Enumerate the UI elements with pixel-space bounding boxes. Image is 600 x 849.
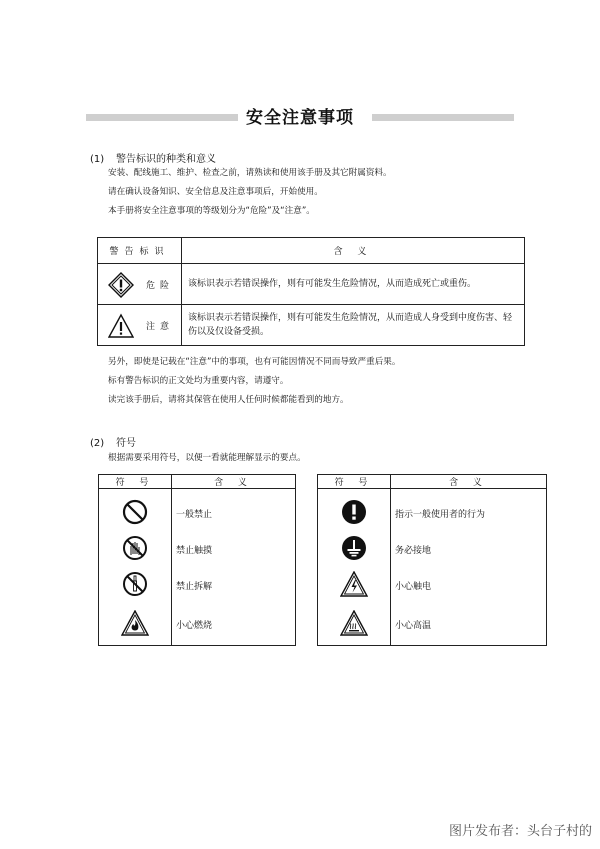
page-title: 安全注意事项: [246, 108, 354, 128]
section2-intro: 根据需要采用符号，以便一看就能理解显示的要点。: [108, 453, 306, 463]
danger-description: 该标识表示若错误操作，则有可能发生危险情况，从而造成死亡或重伤。: [182, 264, 525, 305]
symbol-meaning: 小心高温: [391, 603, 547, 646]
section1-note-1: 另外，即使是记载在“注意”中的事项，也有可能因情况不同而导致严重后果。: [108, 357, 401, 367]
symbol-table-left: [98, 474, 296, 646]
section1-number: (1): [90, 154, 105, 165]
table-row: [98, 264, 525, 305]
table-row: [318, 489, 547, 532]
table-row: [318, 531, 547, 567]
header-meaning: 含 义: [172, 475, 296, 489]
symbol-meaning: 禁止触摸: [172, 531, 296, 567]
electric-shock-icon: [340, 571, 368, 597]
table-row: [99, 489, 296, 532]
section1-note-2: 标有警告标识的正文处均为重要内容，请遵守。: [108, 376, 289, 386]
caution-triangle-exclamation-icon: [108, 313, 134, 339]
watermark: 图片发布者：头台子村的: [448, 824, 592, 839]
table-row: [99, 603, 296, 646]
section2-number: (2): [90, 438, 105, 449]
table-row: [98, 305, 525, 346]
table-row: [318, 603, 547, 646]
general-prohibition-icon: [122, 499, 148, 525]
symbol-meaning: 小心触电: [391, 567, 547, 603]
caution-description: 该标识表示若错误操作，则有可能发生危险情况，从而造成人身受到中度伤害、轻伤以及仅设备受损。: [182, 305, 525, 346]
table-row: [318, 567, 547, 603]
fire-warning-icon: [121, 610, 149, 636]
no-disassembly-icon: [122, 571, 148, 597]
symbol-meaning: 务必接地: [391, 531, 547, 567]
symbol-meaning: 指示一般使用者的行为: [391, 489, 547, 532]
section1-intro-2: 请在确认设备知识、安全信息及注意事项后，开始使用。: [108, 187, 323, 197]
symbol-meaning: 禁止拆解: [172, 567, 296, 603]
section1-note-3: 读完该手册后，请将其保管在使用人任何时候都能看到的地方。: [108, 395, 349, 405]
header-meaning: 含 义: [182, 238, 525, 264]
section1-intro-3: 本手册将安全注意事项的等级划分为“危险”及“注意”。: [108, 206, 315, 216]
header-warning-mark: 警告标识: [98, 238, 182, 264]
high-temperature-icon: [340, 610, 368, 636]
table-row: [99, 531, 296, 567]
section1-intro-1: 安装、配线施工、维护、检查之前，请熟读和使用该手册及其它附属资料。: [108, 168, 392, 178]
warning-level-table: [97, 237, 525, 346]
section2-title: 符号: [116, 438, 136, 449]
section2-heading: [90, 434, 136, 449]
no-touch-icon: [122, 535, 148, 561]
symbol-table-right: [317, 474, 547, 646]
danger-label: 危险: [146, 281, 175, 291]
symbol-meaning: 小心燃烧: [172, 603, 296, 646]
ground-connection-icon: [341, 535, 367, 561]
caution-label: 注意: [146, 322, 175, 332]
danger-diamond-exclamation-icon: [108, 272, 134, 298]
header-symbol: 符 号: [99, 475, 172, 489]
symbol-meaning: 一般禁止: [172, 489, 296, 532]
section1-title: 警告标识的种类和意义: [116, 154, 216, 165]
section1-heading: [90, 150, 216, 165]
header-meaning: 含 义: [391, 475, 547, 489]
table-row: [99, 567, 296, 603]
mandatory-action-icon: [341, 499, 367, 525]
header-symbol: 符 号: [318, 475, 391, 489]
